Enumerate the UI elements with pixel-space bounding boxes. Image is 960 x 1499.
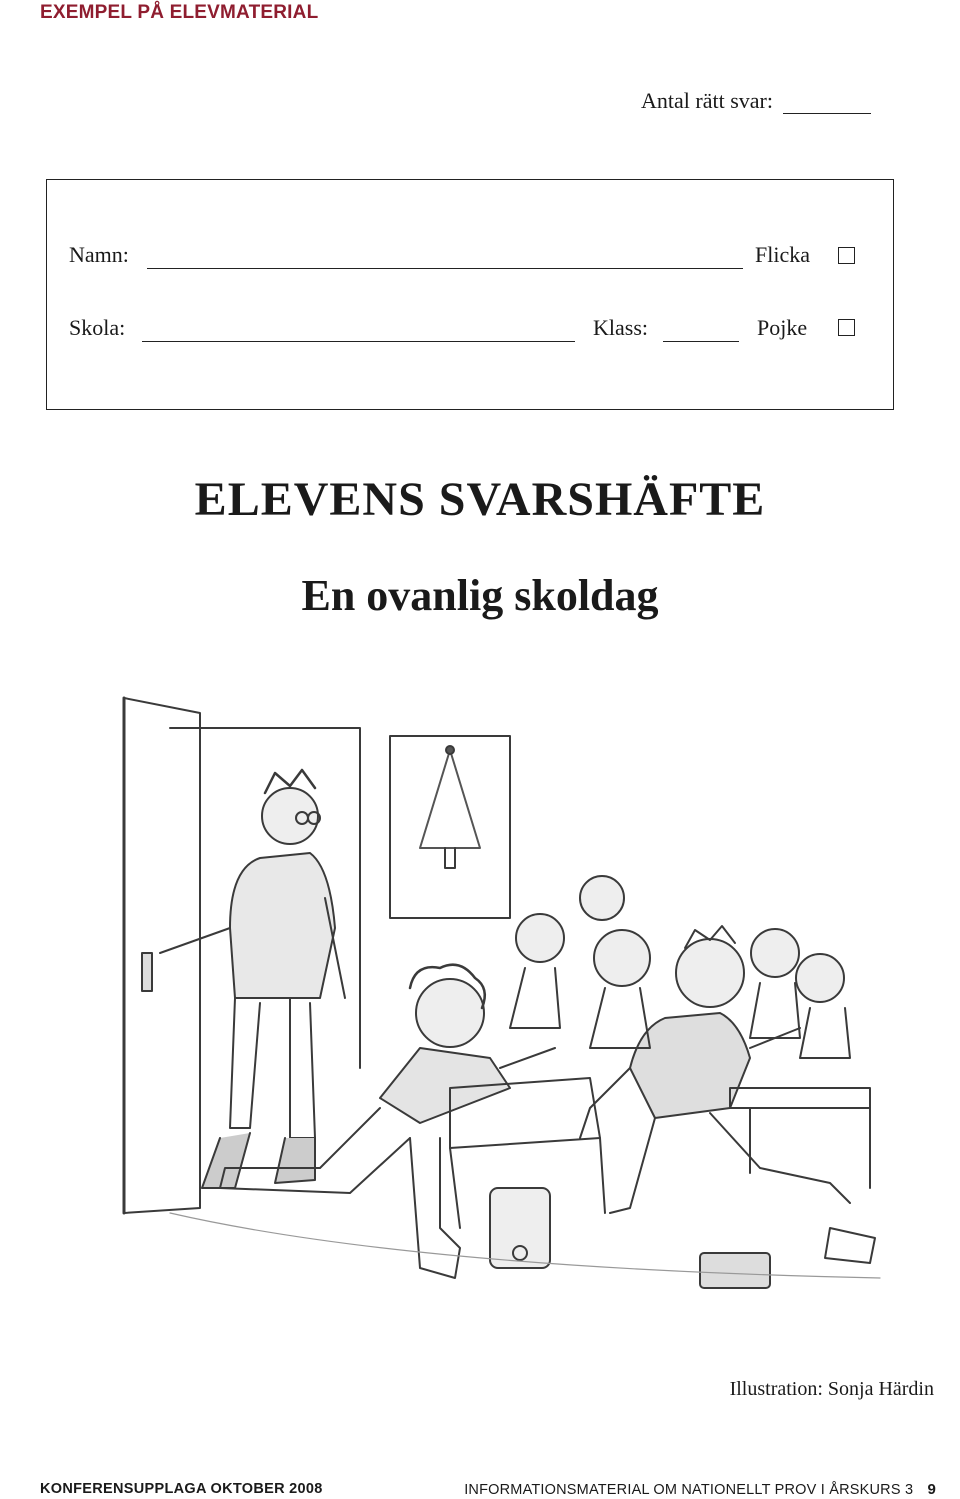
footer-edition: KONFERENSUPPLAGA OKTOBER 2008 — [40, 1481, 323, 1497]
score-label: Antal rätt svar: — [641, 88, 773, 113]
page-subtitle: En ovanlig skoldag — [301, 571, 659, 620]
boy-checkbox[interactable] — [838, 319, 855, 336]
girl-label: Flicka — [755, 242, 810, 267]
school-label: Skola: — [69, 315, 126, 340]
footer-description: INFORMATIONSMATERIAL OM NATIONELLT PROV I ÅRSKURS 3 — [464, 1482, 914, 1498]
class-label: Klass: — [593, 315, 648, 340]
boy-label: Pojke — [757, 315, 808, 340]
page-number: 9 — [927, 1481, 936, 1498]
class-field[interactable] — [663, 341, 739, 342]
student-info-box — [46, 179, 894, 410]
name-field[interactable] — [147, 268, 743, 269]
header-tag: EXEMPEL PÅ ELEVMATERIAL — [40, 2, 319, 23]
score-blank[interactable] — [783, 94, 871, 114]
girl-checkbox[interactable] — [838, 247, 855, 264]
score-field — [641, 88, 871, 114]
name-label: Namn: — [69, 242, 129, 267]
page-title: ELEVENS SVARSHÄFTE — [194, 473, 766, 526]
school-field[interactable] — [142, 341, 575, 342]
classroom-illustration — [110, 668, 890, 1338]
footer-info — [464, 1481, 936, 1498]
illustration-credit: Illustration: Sonja Härdin — [729, 1378, 934, 1400]
